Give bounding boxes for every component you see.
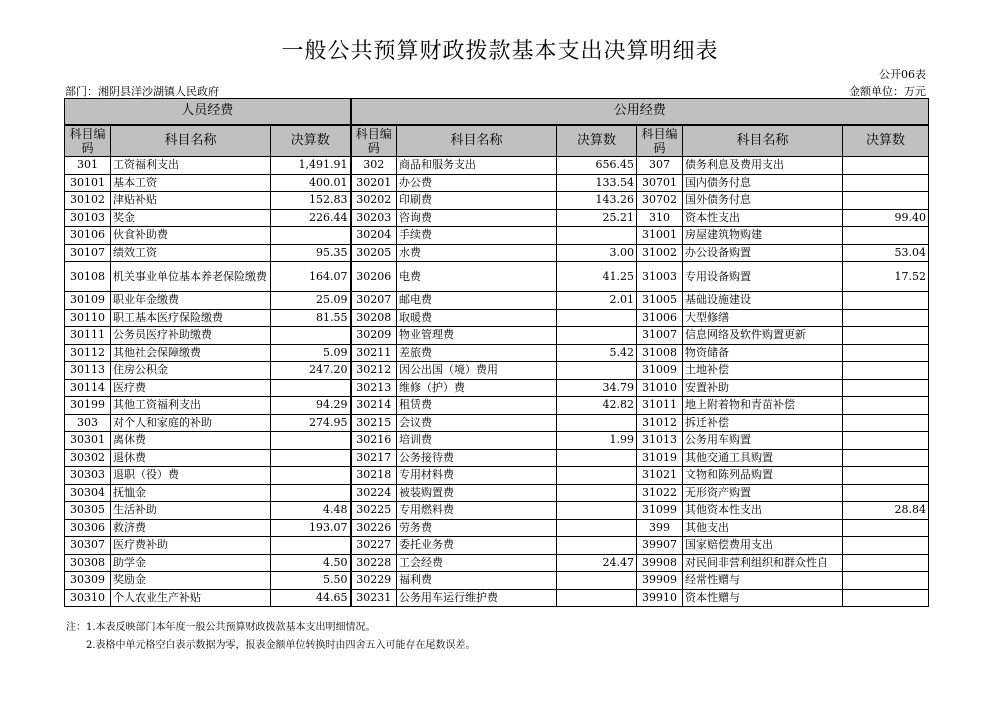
name-cell: 物资储备	[683, 344, 843, 362]
name-cell: 大型修缮	[683, 309, 843, 327]
amount-cell: 193.07	[271, 519, 351, 537]
code-cell: 30199	[65, 397, 111, 415]
amount-cell	[557, 227, 637, 245]
code-cell: 30101	[65, 174, 111, 192]
amount-cell: 4.50	[271, 554, 351, 572]
name-cell: 印刷费	[397, 192, 557, 210]
amount-cell: 226.44	[271, 209, 351, 227]
code-cell: 30213	[351, 379, 397, 397]
amount-cell	[271, 484, 351, 502]
amount-cell	[843, 192, 929, 210]
name-cell: 退休费	[111, 449, 271, 467]
footnotes	[66, 619, 476, 655]
amount-cell	[843, 572, 929, 590]
code-cell: 30203	[351, 209, 397, 227]
name-cell: 专用燃料费	[397, 502, 557, 520]
group-header-personnel: 人员经费	[65, 99, 351, 125]
table-row	[65, 432, 929, 450]
code-cell: 30308	[65, 554, 111, 572]
name-cell: 安置补助	[683, 379, 843, 397]
amount-cell: 1.99	[557, 432, 637, 450]
amount-cell: 17.52	[843, 262, 929, 292]
name-cell: 其他社会保障缴费	[111, 344, 271, 362]
amount-cell	[843, 467, 929, 485]
amount-cell: 1,491.91	[271, 157, 351, 175]
table-row	[65, 502, 929, 520]
name-cell: 因公出国（境）费用	[397, 362, 557, 380]
code-cell: 39910	[637, 589, 683, 607]
table-row	[65, 327, 929, 345]
form-number: 公开06表	[879, 68, 926, 81]
code-cell: 30228	[351, 554, 397, 572]
amount-cell	[271, 449, 351, 467]
name-cell: 地上附着物和青苗补偿	[683, 397, 843, 415]
code-cell: 30226	[351, 519, 397, 537]
code-cell: 31005	[637, 292, 683, 310]
name-cell: 劳务费	[397, 519, 557, 537]
code-cell: 30114	[65, 379, 111, 397]
amount-cell	[557, 537, 637, 555]
code-cell: 30211	[351, 344, 397, 362]
code-cell: 31002	[637, 244, 683, 262]
name-cell: 国外债务付息	[683, 192, 843, 210]
amount-cell: 164.07	[271, 262, 351, 292]
amount-cell: 152.83	[271, 192, 351, 210]
amount-cell	[557, 449, 637, 467]
code-cell: 30208	[351, 309, 397, 327]
code-cell: 303	[65, 414, 111, 432]
code-cell: 31011	[637, 397, 683, 415]
name-cell: 国内债务付息	[683, 174, 843, 192]
amount-cell	[271, 379, 351, 397]
amount-cell	[271, 537, 351, 555]
code-cell: 39907	[637, 537, 683, 555]
amount-cell	[843, 519, 929, 537]
name-cell: 文物和陈列品购置	[683, 467, 843, 485]
code-cell: 31099	[637, 502, 683, 520]
amount-cell: 44.65	[271, 589, 351, 607]
name-cell: 福利费	[397, 572, 557, 590]
name-cell: 办公设备购置	[683, 244, 843, 262]
amount-cell	[843, 327, 929, 345]
name-cell: 物业管理费	[397, 327, 557, 345]
code-cell: 30209	[351, 327, 397, 345]
amount-cell: 99.40	[843, 209, 929, 227]
name-cell: 其他工资福利支出	[111, 397, 271, 415]
code-cell: 31013	[637, 432, 683, 450]
code-cell: 30109	[65, 292, 111, 310]
code-cell: 30310	[65, 589, 111, 607]
amount-cell: 400.01	[271, 174, 351, 192]
code-cell: 39909	[637, 572, 683, 590]
name-cell: 公务用车运行维护费	[397, 589, 557, 607]
name-cell: 伙食补助费	[111, 227, 271, 245]
amount-cell	[843, 309, 929, 327]
amount-cell: 53.04	[843, 244, 929, 262]
code-cell: 30304	[65, 484, 111, 502]
table-row	[65, 362, 929, 380]
table-row	[65, 589, 929, 607]
name-cell: 住房公积金	[111, 362, 271, 380]
code-cell: 30301	[65, 432, 111, 450]
table-row	[65, 379, 929, 397]
code-cell: 31021	[637, 467, 683, 485]
name-cell: 委托业务费	[397, 537, 557, 555]
name-cell: 公务接待费	[397, 449, 557, 467]
name-cell: 抚恤金	[111, 484, 271, 502]
column-header-name: 科目名称	[111, 125, 271, 157]
amount-cell: 34.79	[557, 379, 637, 397]
code-cell: 31006	[637, 309, 683, 327]
amount-cell	[557, 502, 637, 520]
code-cell: 301	[65, 157, 111, 175]
column-header-name: 科目名称	[683, 125, 843, 157]
name-cell: 职工基本医疗保险缴费	[111, 309, 271, 327]
name-cell: 土地补偿	[683, 362, 843, 380]
code-cell: 310	[637, 209, 683, 227]
amount-cell	[843, 362, 929, 380]
name-cell: 津贴补贴	[111, 192, 271, 210]
amount-cell: 42.82	[557, 397, 637, 415]
table-row	[65, 174, 929, 192]
code-cell: 31001	[637, 227, 683, 245]
code-cell: 307	[637, 157, 683, 175]
code-cell: 302	[351, 157, 397, 175]
code-cell: 30201	[351, 174, 397, 192]
name-cell: 差旅费	[397, 344, 557, 362]
table-row	[65, 414, 929, 432]
amount-cell	[557, 362, 637, 380]
amount-cell	[843, 174, 929, 192]
amount-cell	[843, 379, 929, 397]
name-cell: 其他资本性支出	[683, 502, 843, 520]
name-cell: 会议费	[397, 414, 557, 432]
amount-cell: 25.09	[271, 292, 351, 310]
amount-cell	[843, 397, 929, 415]
amount-cell	[843, 292, 929, 310]
amount-cell	[557, 589, 637, 607]
column-header-code: 科目编码	[351, 125, 397, 157]
name-cell: 手续费	[397, 227, 557, 245]
amount-cell	[843, 537, 929, 555]
name-cell: 拆迁补偿	[683, 414, 843, 432]
table-row	[65, 157, 929, 175]
name-cell: 机关事业单位基本养老保险缴费	[111, 262, 271, 292]
code-cell: 31009	[637, 362, 683, 380]
amount-cell	[843, 432, 929, 450]
amount-cell	[557, 309, 637, 327]
name-cell: 专用材料费	[397, 467, 557, 485]
amount-cell: 4.48	[271, 502, 351, 520]
amount-cell	[843, 344, 929, 362]
table-row	[65, 449, 929, 467]
code-cell: 39908	[637, 554, 683, 572]
amount-cell	[843, 227, 929, 245]
code-cell: 30307	[65, 537, 111, 555]
code-cell: 30102	[65, 192, 111, 210]
code-cell: 30212	[351, 362, 397, 380]
table-row	[65, 572, 929, 590]
name-cell: 债务利息及费用支出	[683, 157, 843, 175]
table-row	[65, 344, 929, 362]
table-row	[65, 192, 929, 210]
amount-cell	[271, 467, 351, 485]
amount-cell	[557, 519, 637, 537]
name-cell: 个人农业生产补贴	[111, 589, 271, 607]
name-cell: 奖金	[111, 209, 271, 227]
amount-cell: 5.50	[271, 572, 351, 590]
name-cell: 培训费	[397, 432, 557, 450]
code-cell: 30216	[351, 432, 397, 450]
column-header-name: 科目名称	[397, 125, 557, 157]
code-cell: 30229	[351, 572, 397, 590]
code-cell: 30107	[65, 244, 111, 262]
code-cell: 30309	[65, 572, 111, 590]
table-row	[65, 554, 929, 572]
code-cell: 31007	[637, 327, 683, 345]
name-cell: 电费	[397, 262, 557, 292]
footnote-2: 2.表格中单元格空白表示数据为零，报表金额单位转换时由四舍五入可能存在尾数误差。	[86, 640, 476, 651]
amount-cell: 5.09	[271, 344, 351, 362]
name-cell: 国家赔偿费用支出	[683, 537, 843, 555]
name-cell: 退职（役）费	[111, 467, 271, 485]
amount-cell: 94.29	[271, 397, 351, 415]
code-cell: 31012	[637, 414, 683, 432]
amount-cell	[843, 554, 929, 572]
table-row	[65, 537, 929, 555]
column-header-amount: 决算数	[843, 125, 929, 157]
code-cell: 30701	[637, 174, 683, 192]
amount-cell	[271, 227, 351, 245]
name-cell: 奖励金	[111, 572, 271, 590]
amount-cell	[557, 467, 637, 485]
amount-cell: 5.42	[557, 344, 637, 362]
code-cell: 30204	[351, 227, 397, 245]
table-row	[65, 519, 929, 537]
name-cell: 公务用车购置	[683, 432, 843, 450]
name-cell: 助学金	[111, 554, 271, 572]
code-cell: 31022	[637, 484, 683, 502]
code-cell: 31008	[637, 344, 683, 362]
amount-cell: 274.95	[271, 414, 351, 432]
column-header-code: 科目编码	[637, 125, 683, 157]
amount-cell: 95.35	[271, 244, 351, 262]
code-cell: 30103	[65, 209, 111, 227]
amount-cell	[557, 572, 637, 590]
name-cell: 公务员医疗补助缴费	[111, 327, 271, 345]
name-cell: 其他支出	[683, 519, 843, 537]
code-cell: 30302	[65, 449, 111, 467]
code-cell: 30202	[351, 192, 397, 210]
amount-cell	[557, 484, 637, 502]
name-cell: 被装购置费	[397, 484, 557, 502]
code-cell: 30303	[65, 467, 111, 485]
name-cell: 邮电费	[397, 292, 557, 310]
name-cell: 资本性赠与	[683, 589, 843, 607]
department-label: 部门：湘阴县洋沙湖镇人民政府	[65, 85, 219, 98]
name-cell: 医疗费	[111, 379, 271, 397]
code-cell: 30305	[65, 502, 111, 520]
name-cell: 救济费	[111, 519, 271, 537]
table-row	[65, 309, 929, 327]
table-row	[65, 484, 929, 502]
name-cell: 商品和服务支出	[397, 157, 557, 175]
name-cell: 经常性赠与	[683, 572, 843, 590]
code-cell: 30702	[637, 192, 683, 210]
name-cell: 职业年金缴费	[111, 292, 271, 310]
code-cell: 30227	[351, 537, 397, 555]
amount-cell: 28.84	[843, 502, 929, 520]
amount-cell: 656.45	[557, 157, 637, 175]
column-header-amount: 决算数	[271, 125, 351, 157]
code-cell: 30110	[65, 309, 111, 327]
name-cell: 对个人和家庭的补助	[111, 414, 271, 432]
group-header-public: 公用经费	[351, 99, 929, 125]
name-cell: 其他交通工具购置	[683, 449, 843, 467]
amount-cell: 247.20	[271, 362, 351, 380]
code-cell: 30214	[351, 397, 397, 415]
code-cell: 30106	[65, 227, 111, 245]
amount-cell: 143.26	[557, 192, 637, 210]
amount-cell	[843, 157, 929, 175]
amount-cell	[271, 327, 351, 345]
name-cell: 租赁费	[397, 397, 557, 415]
table-row	[65, 397, 929, 415]
code-cell: 30217	[351, 449, 397, 467]
code-cell: 30112	[65, 344, 111, 362]
name-cell: 取暖费	[397, 309, 557, 327]
code-cell: 30306	[65, 519, 111, 537]
name-cell: 医疗费补助	[111, 537, 271, 555]
name-cell: 维修（护）费	[397, 379, 557, 397]
page-title: 一般公共预算财政拨款基本支出决算明细表	[281, 39, 719, 64]
code-cell: 31003	[637, 262, 683, 292]
code-cell: 30215	[351, 414, 397, 432]
name-cell: 工会经费	[397, 554, 557, 572]
amount-unit-label: 金额单位：万元	[849, 85, 926, 98]
code-cell: 30218	[351, 467, 397, 485]
code-cell: 30205	[351, 244, 397, 262]
code-cell: 31019	[637, 449, 683, 467]
name-cell: 工资福利支出	[111, 157, 271, 175]
amount-cell: 133.54	[557, 174, 637, 192]
amount-cell: 81.55	[271, 309, 351, 327]
amount-cell	[843, 589, 929, 607]
table-row	[65, 262, 929, 292]
code-cell: 30231	[351, 589, 397, 607]
column-header-amount: 决算数	[557, 125, 637, 157]
code-cell: 399	[637, 519, 683, 537]
amount-cell	[843, 449, 929, 467]
name-cell: 绩效工资	[111, 244, 271, 262]
code-cell: 30207	[351, 292, 397, 310]
table-row	[65, 292, 929, 310]
name-cell: 信息网络及软件购置更新	[683, 327, 843, 345]
amount-cell	[843, 484, 929, 502]
amount-cell	[843, 414, 929, 432]
name-cell: 基本工资	[111, 174, 271, 192]
amount-cell: 2.01	[557, 292, 637, 310]
name-cell: 办公费	[397, 174, 557, 192]
amount-cell	[557, 327, 637, 345]
name-cell: 对民间非营利组织和群众性自	[683, 554, 843, 572]
expenditure-table	[64, 98, 929, 607]
name-cell: 房屋建筑物购建	[683, 227, 843, 245]
code-cell: 30224	[351, 484, 397, 502]
table-body	[65, 157, 929, 607]
name-cell: 基础设施建设	[683, 292, 843, 310]
table-row	[65, 244, 929, 262]
amount-cell	[271, 432, 351, 450]
amount-cell: 25.21	[557, 209, 637, 227]
table-row	[65, 209, 929, 227]
code-cell: 30108	[65, 262, 111, 292]
name-cell: 专用设备购置	[683, 262, 843, 292]
table-row	[65, 467, 929, 485]
code-cell: 30111	[65, 327, 111, 345]
name-cell: 水费	[397, 244, 557, 262]
table-row	[65, 227, 929, 245]
amount-cell	[557, 414, 637, 432]
code-cell: 31010	[637, 379, 683, 397]
footnote-1: 注：1.本表反映部门本年度一般公共预算财政拨款基本支出明细情况。	[66, 622, 376, 633]
name-cell: 离休费	[111, 432, 271, 450]
name-cell: 生活补助	[111, 502, 271, 520]
amount-cell: 24.47	[557, 554, 637, 572]
name-cell: 咨询费	[397, 209, 557, 227]
name-cell: 无形资产购置	[683, 484, 843, 502]
amount-cell: 41.25	[557, 262, 637, 292]
name-cell: 资本性支出	[683, 209, 843, 227]
code-cell: 30113	[65, 362, 111, 380]
column-header-code: 科目编码	[65, 125, 111, 157]
code-cell: 30206	[351, 262, 397, 292]
code-cell: 30225	[351, 502, 397, 520]
amount-cell: 3.00	[557, 244, 637, 262]
